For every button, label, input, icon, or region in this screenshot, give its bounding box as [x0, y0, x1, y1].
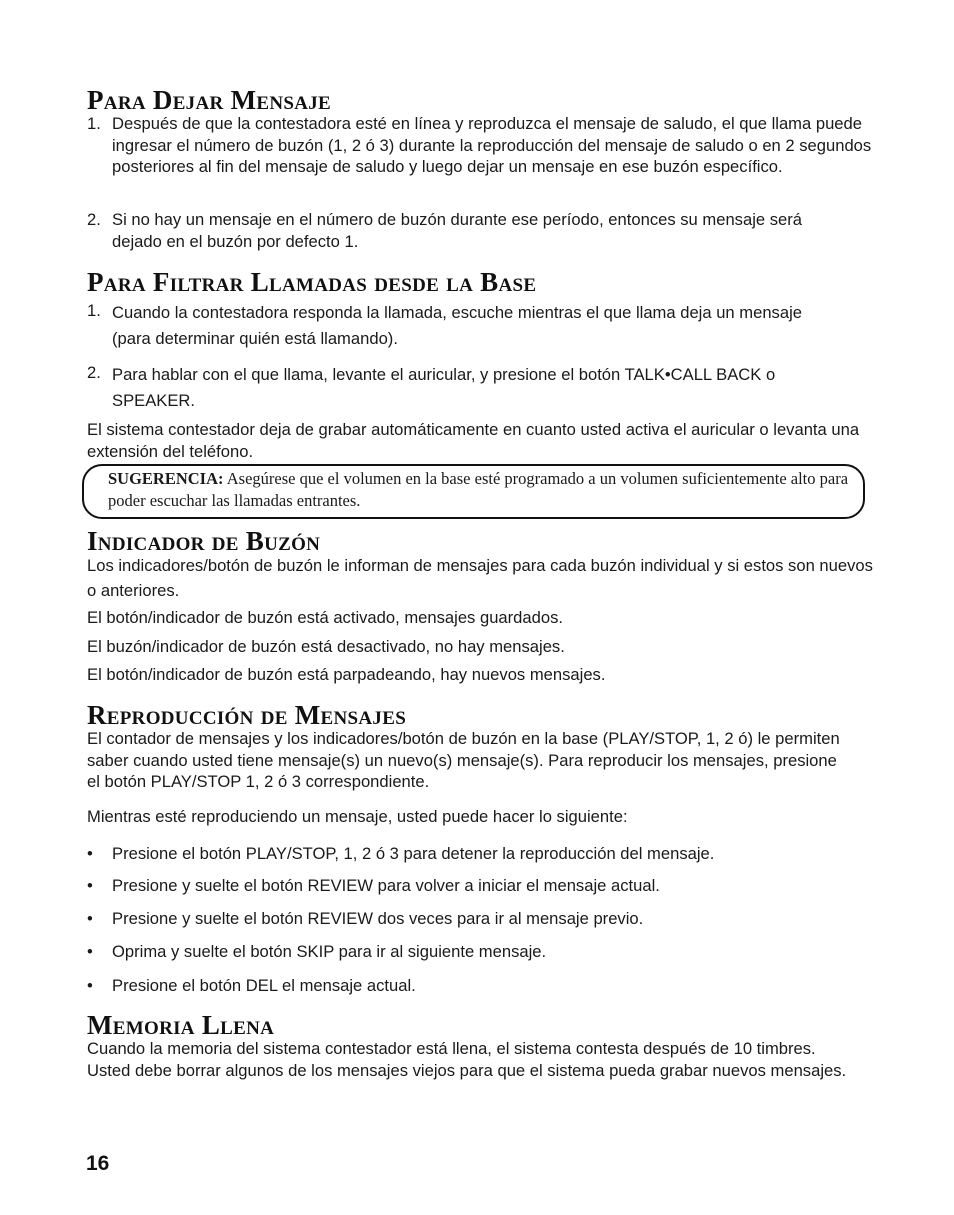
- paragraph: El botón/indicador de buzón está parpadeando, hay nuevos mensajes.: [87, 665, 606, 684]
- paragraph: El contador de mensajes y los indicadores/botón de buzón en la base (PLAY/STOP, 1, 2 ó) le permiten saber cuando usted tiene mensaje(s) un nuevo(s) mensaje(s). Para reproducir los mensajes, presione el botón PLAY/STOP 1, 2 ó 3 correspondiente.: [87, 729, 840, 791]
- paragraph: El buzón/indicador de buzón está desactivado, no hay mensajes.: [87, 637, 565, 656]
- bullet-item: Presione el botón DEL el mensaje actual.: [112, 976, 416, 995]
- section-title-dejar-mensaje: Para Dejar Mensaje: [87, 85, 332, 115]
- bullet: •: [87, 844, 93, 863]
- bullet: •: [87, 942, 93, 961]
- list-item: Después de que la contestadora esté en línea y reproduzca el mensaje de saludo, el que llama puede ingresar el número de buzón (1, 2 ó 3) durante la reproducción del mensaje de saludo o en 2 segundos posteriores al fin del mensaje de saludo y luego dejar un mensaje en ese buzón específico.: [112, 114, 872, 176]
- paragraph: Los indicadores/botón de buzón le informan de mensajes para cada buzón individual y si estos son nuevos o anteriores.: [87, 556, 873, 600]
- paragraph: El sistema contestador deja de grabar automáticamente en cuanto usted activa el auricular o levanta una extensión del teléfono.: [87, 420, 860, 461]
- bullet-item: Presione el botón PLAY/STOP, 1, 2 ó 3 para detener la reproducción del mensaje.: [112, 844, 715, 863]
- bullet-item: Presione y suelte el botón REVIEW para volver a iniciar el mensaje actual.: [112, 876, 660, 895]
- tip-label: SUGERENCIA:: [108, 469, 224, 488]
- paragraph: Mientras esté reproduciendo un mensaje, usted puede hacer lo siguiente:: [87, 807, 628, 826]
- tip-text: [108, 468, 853, 511]
- bullet-item: Oprima y suelte el botón SKIP para ir al siguiente mensaje.: [112, 942, 547, 961]
- list-number: 2.: [87, 363, 101, 382]
- bullet: •: [87, 909, 93, 928]
- page-number: 16: [86, 1152, 110, 1175]
- section-title-reproduccion: Reproducción de Mensajes: [87, 700, 407, 730]
- bullet: •: [87, 876, 93, 895]
- section-title-filtrar-llamadas: Para Filtrar Llamadas desde la Base: [87, 267, 537, 297]
- paragraph: El botón/indicador de buzón está activado, mensajes guardados.: [87, 608, 564, 627]
- list-number: 1.: [87, 301, 101, 320]
- section-title-indicador-buzon: Indicador de Buzón: [87, 526, 321, 556]
- bullet-item: Presione y suelte el botón REVIEW dos veces para ir al mensaje previo.: [112, 909, 644, 928]
- paragraph: Cuando la memoria del sistema contestador está llena, el sistema contesta después de 10 timbres. Usted debe borrar algunos de los mensajes viejos para que el sistema pueda grabar nuevos mensajes.: [87, 1039, 847, 1080]
- list-number: 2.: [87, 210, 101, 229]
- list-item: Para hablar con el que llama, levante el auricular, y presione el botón TALK•CALL BACK o SPEAKER.: [112, 365, 776, 410]
- tip-body: Asegúrese que el volumen en la base esté programado a un volumen suficientemente alto para poder escuchar las llamadas entrantes.: [108, 469, 849, 510]
- section-title-memoria-llena: Memoria Llena: [87, 1010, 275, 1040]
- list-item: Cuando la contestadora responda la llamada, escuche mientras el que llama deja un mensaje (para determinar quién está llamando).: [112, 303, 802, 348]
- list-number: 1.: [87, 114, 101, 133]
- bullet: •: [87, 976, 93, 995]
- list-item: Si no hay un mensaje en el número de buzón durante ese período, entonces su mensaje será dejado en el buzón por defecto 1.: [112, 210, 803, 251]
